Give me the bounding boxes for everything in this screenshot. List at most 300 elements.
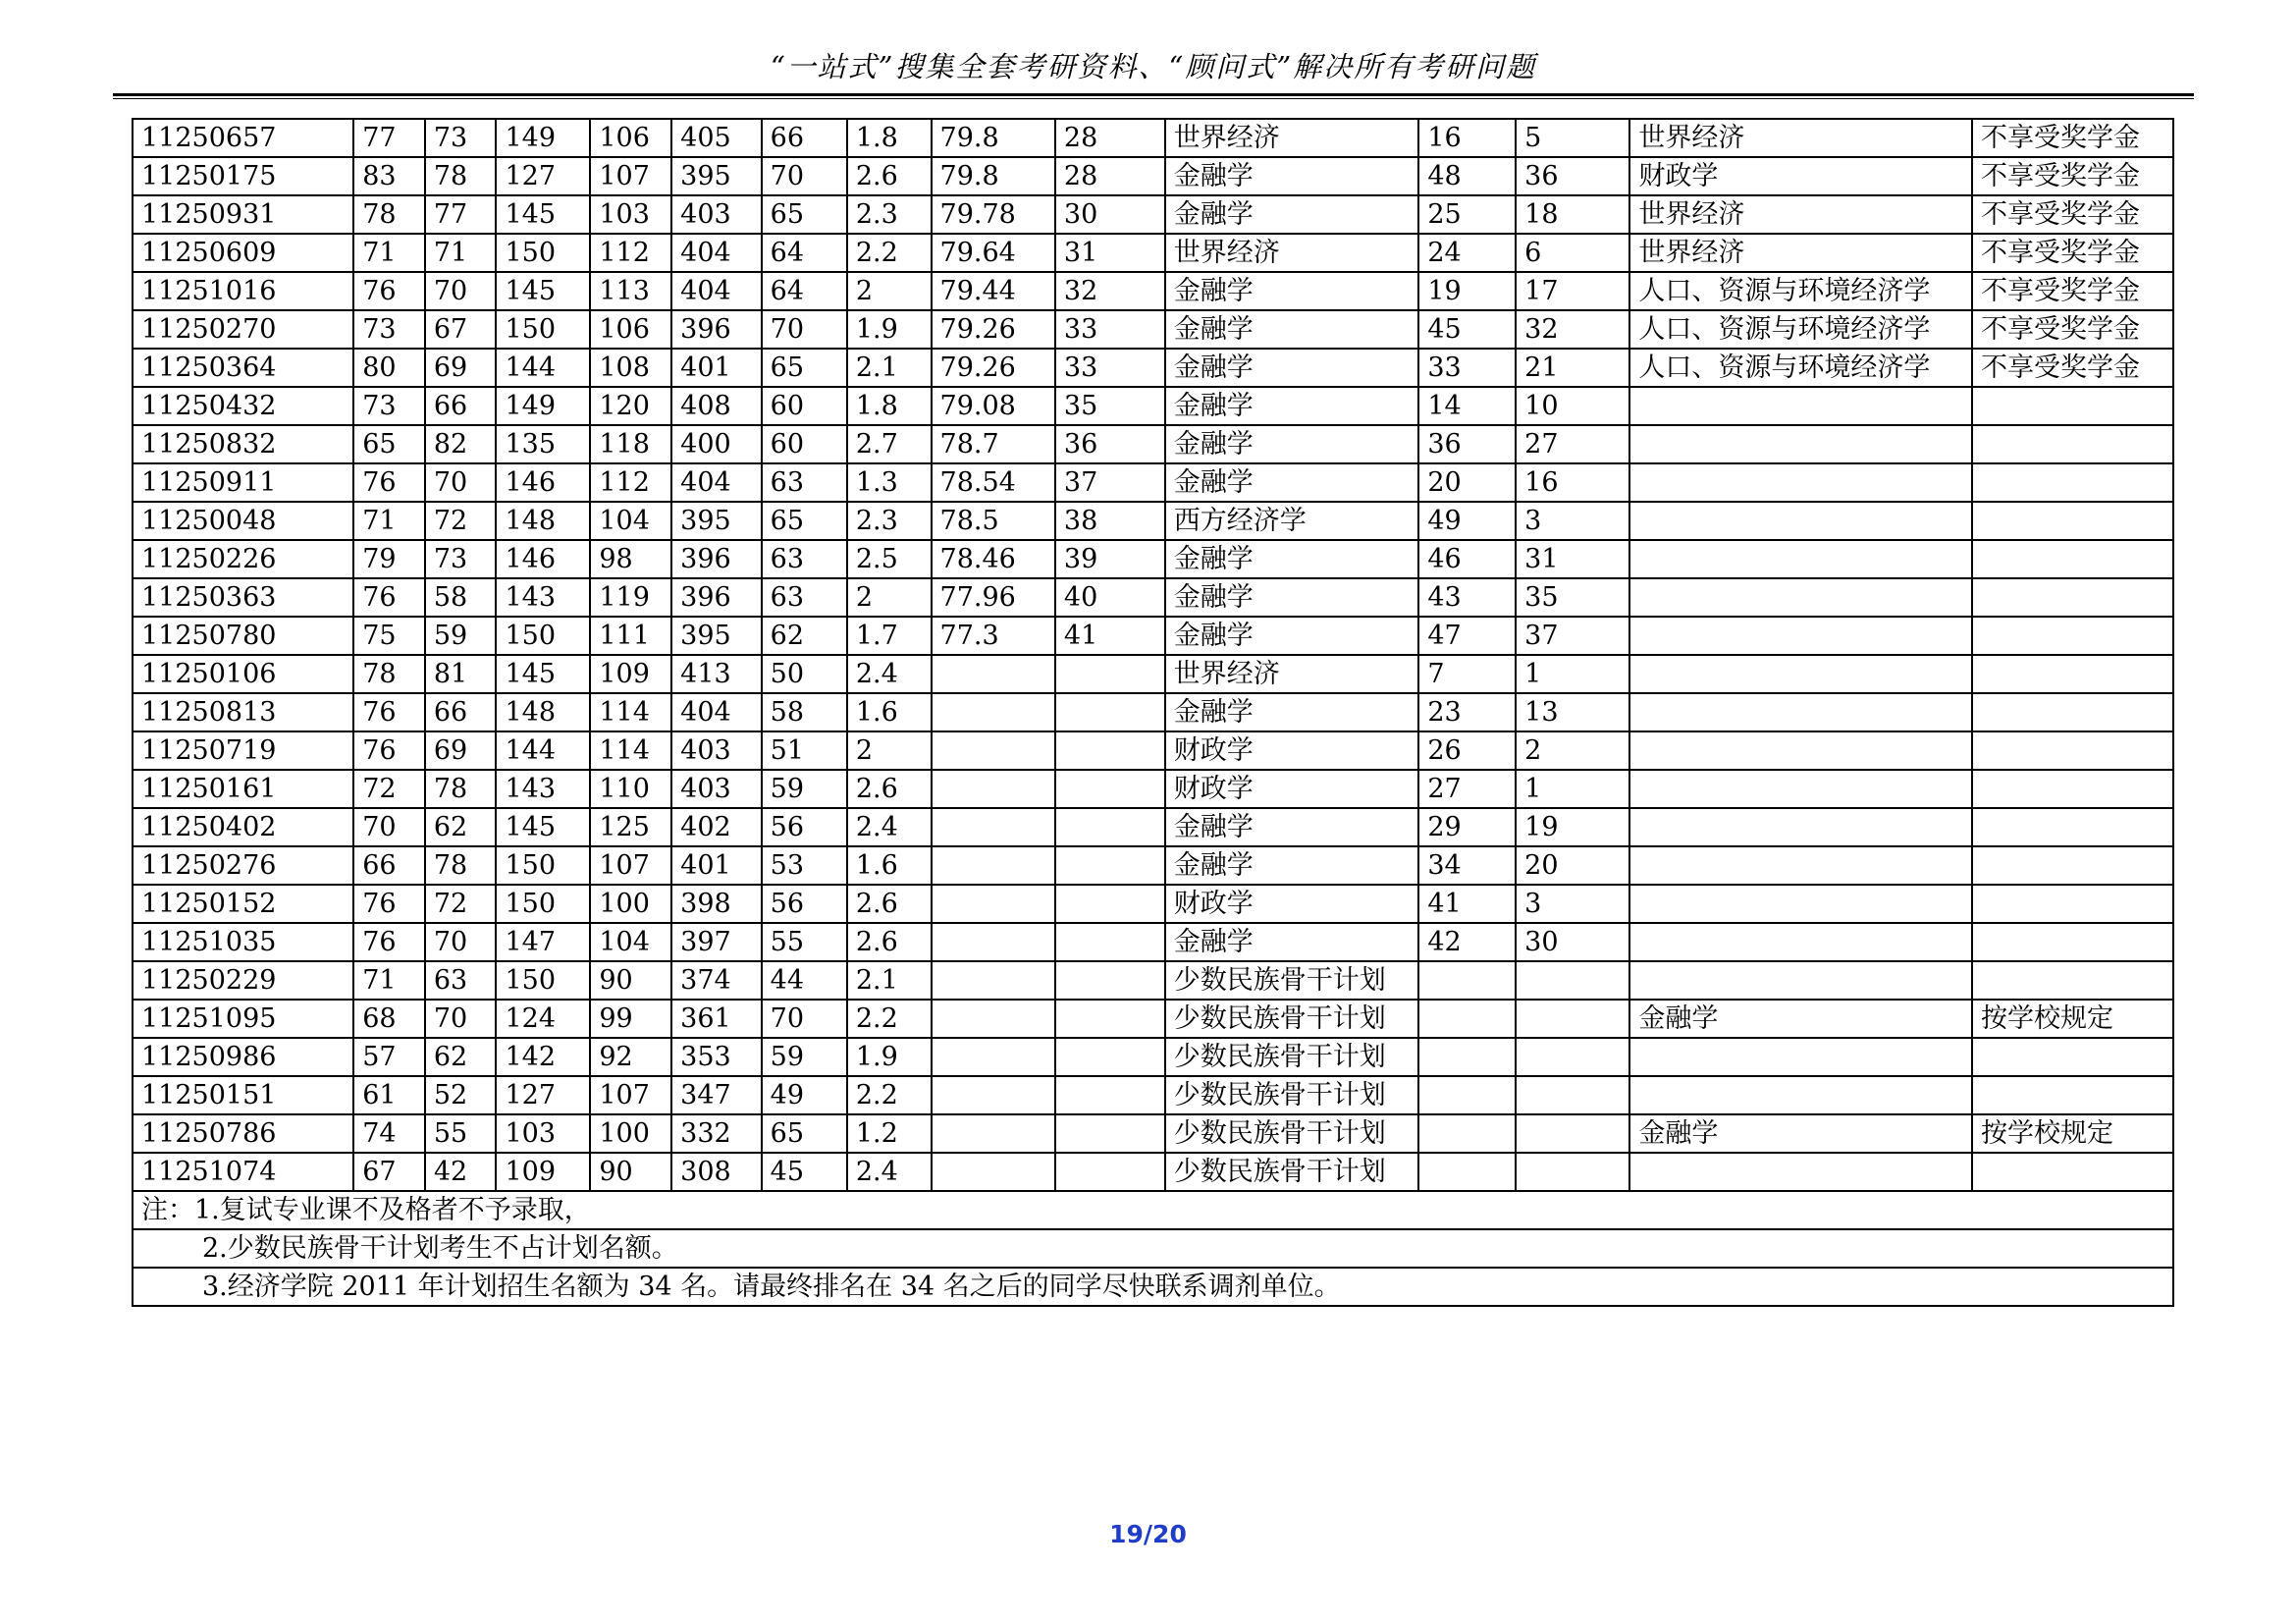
table-cell: 41 xyxy=(1055,617,1165,655)
table-cell xyxy=(1972,885,2173,923)
table-row xyxy=(133,617,2173,655)
table-cell xyxy=(1418,1076,1516,1114)
table-cell: 109 xyxy=(590,655,671,693)
table-cell: 2.4 xyxy=(847,808,932,846)
table-row xyxy=(133,1038,2173,1076)
table-cell: 150 xyxy=(496,846,590,885)
header-rule-thin xyxy=(113,98,2194,99)
table-cell xyxy=(932,655,1055,693)
table-cell xyxy=(1629,808,1972,846)
table-cell: 107 xyxy=(590,846,671,885)
table-cell: 48 xyxy=(1418,157,1516,195)
table-cell: 58 xyxy=(762,693,847,731)
table-cell: 70 xyxy=(762,310,847,349)
table-cell: 78 xyxy=(425,846,497,885)
table-cell: 79.26 xyxy=(932,310,1055,349)
table-cell xyxy=(1516,1076,1629,1114)
table-cell: 金融学 xyxy=(1629,1114,1972,1153)
table-cell: 77 xyxy=(425,195,497,234)
table-cell xyxy=(1055,885,1165,923)
table-cell: 396 xyxy=(671,310,762,349)
table-cell xyxy=(1629,463,1972,502)
table-cell: 403 xyxy=(671,731,762,770)
table-cell: 81 xyxy=(425,655,497,693)
table-cell xyxy=(1055,655,1165,693)
table-cell xyxy=(932,1114,1055,1153)
table-cell: 79.26 xyxy=(932,349,1055,387)
table-cell: 1.9 xyxy=(847,1038,932,1076)
table-cell: 1 xyxy=(1516,770,1629,808)
table-cell xyxy=(932,961,1055,1000)
table-cell: 76 xyxy=(353,693,425,731)
table-cell: 114 xyxy=(590,731,671,770)
table-cell xyxy=(1629,1153,1972,1191)
table-cell: 财政学 xyxy=(1165,731,1419,770)
table-cell: 49 xyxy=(762,1076,847,1114)
table-cell xyxy=(1629,1038,1972,1076)
table-cell xyxy=(1972,1153,2173,1191)
table-cell: 2.4 xyxy=(847,655,932,693)
table-cell: 109 xyxy=(496,1153,590,1191)
table-cell: 11251035 xyxy=(133,923,353,961)
table-cell: 145 xyxy=(496,272,590,310)
table-cell: 100 xyxy=(590,885,671,923)
table-cell: 79.44 xyxy=(932,272,1055,310)
table-cell: 23 xyxy=(1418,693,1516,731)
table-cell: 2.6 xyxy=(847,885,932,923)
table-cell xyxy=(1972,655,2173,693)
table-cell: 26 xyxy=(1418,731,1516,770)
table-cell: 35 xyxy=(1055,387,1165,425)
table-cell: 2.6 xyxy=(847,770,932,808)
table-cell: 35 xyxy=(1516,578,1629,617)
table-cell: 361 xyxy=(671,1000,762,1038)
table-cell xyxy=(1629,693,1972,731)
table-cell: 少数民族骨干计划 xyxy=(1165,961,1419,1000)
table-cell: 142 xyxy=(496,1038,590,1076)
table-cell xyxy=(1516,1000,1629,1038)
table-cell xyxy=(1629,1076,1972,1114)
table-cell: 11250931 xyxy=(133,195,353,234)
table-cell xyxy=(1055,923,1165,961)
table-cell xyxy=(1629,846,1972,885)
table-cell: 人口、资源与环境经济学 xyxy=(1629,349,1972,387)
table-cell: 2 xyxy=(1516,731,1629,770)
table-cell: 401 xyxy=(671,846,762,885)
table-cell: 金融学 xyxy=(1165,463,1419,502)
table-cell: 31 xyxy=(1055,234,1165,272)
table-cell: 1.2 xyxy=(847,1114,932,1153)
table-cell: 70 xyxy=(425,1000,497,1038)
table-cell: 金融学 xyxy=(1165,846,1419,885)
table-cell: 146 xyxy=(496,463,590,502)
table-cell: 403 xyxy=(671,195,762,234)
table-cell: 144 xyxy=(496,349,590,387)
table-cell: 78.5 xyxy=(932,502,1055,540)
table-cell: 2 xyxy=(847,578,932,617)
table-cell: 397 xyxy=(671,923,762,961)
table-cell xyxy=(932,770,1055,808)
table-cell xyxy=(1055,1114,1165,1153)
table-cell xyxy=(1055,1076,1165,1114)
table-cell xyxy=(1972,1076,2173,1114)
table-cell: 60 xyxy=(762,387,847,425)
table-cell: 42 xyxy=(1418,923,1516,961)
table-cell: 11250270 xyxy=(133,310,353,349)
table-cell: 308 xyxy=(671,1153,762,1191)
table-cell: 75 xyxy=(353,617,425,655)
table-cell: 70 xyxy=(762,157,847,195)
table-cell: 40 xyxy=(1055,578,1165,617)
table-cell: 11251016 xyxy=(133,272,353,310)
table-cell: 59 xyxy=(762,770,847,808)
table-cell: 145 xyxy=(496,808,590,846)
table-cell: 59 xyxy=(762,1038,847,1076)
table-cell: 332 xyxy=(671,1114,762,1153)
table-cell xyxy=(1629,425,1972,463)
table-cell xyxy=(1516,1114,1629,1153)
table-cell: 74 xyxy=(353,1114,425,1153)
table-cell: 39 xyxy=(1055,540,1165,578)
table-cell: 78 xyxy=(353,655,425,693)
table-cell: 62 xyxy=(425,808,497,846)
table-cell: 413 xyxy=(671,655,762,693)
table-cell: 80 xyxy=(353,349,425,387)
table-cell: 11250780 xyxy=(133,617,353,655)
table-cell: 11250151 xyxy=(133,1076,353,1114)
table-cell xyxy=(1055,961,1165,1000)
table-cell: 404 xyxy=(671,234,762,272)
table-cell: 107 xyxy=(590,157,671,195)
table-cell: 金融学 xyxy=(1165,617,1419,655)
table-cell xyxy=(1055,1038,1165,1076)
table-cell: 西方经济学 xyxy=(1165,502,1419,540)
table-cell xyxy=(1972,463,2173,502)
table-cell: 112 xyxy=(590,463,671,502)
table-cell: 2.2 xyxy=(847,1076,932,1114)
table-cell: 28 xyxy=(1055,157,1165,195)
table-cell: 71 xyxy=(353,502,425,540)
table-cell: 世界经济 xyxy=(1629,119,1972,157)
table-cell: 59 xyxy=(425,617,497,655)
table-cell: 11250229 xyxy=(133,961,353,1000)
table-cell xyxy=(1516,1153,1629,1191)
table-cell: 148 xyxy=(496,693,590,731)
table-cell: 11250402 xyxy=(133,808,353,846)
table-cell xyxy=(1972,540,2173,578)
table-row xyxy=(133,808,2173,846)
table-cell: 37 xyxy=(1055,463,1165,502)
table-row xyxy=(133,157,2173,195)
note-row xyxy=(133,1229,2173,1268)
table-cell xyxy=(1629,770,1972,808)
table-cell: 11250106 xyxy=(133,655,353,693)
table-row xyxy=(133,119,2173,157)
table-cell: 32 xyxy=(1516,310,1629,349)
table-cell: 82 xyxy=(425,425,497,463)
table-cell: 少数民族骨干计划 xyxy=(1165,1114,1419,1153)
table-cell: 404 xyxy=(671,272,762,310)
table-cell: 70 xyxy=(425,463,497,502)
table-cell xyxy=(1972,1038,2173,1076)
table-cell: 21 xyxy=(1516,349,1629,387)
table-cell: 16 xyxy=(1418,119,1516,157)
table-cell: 41 xyxy=(1418,885,1516,923)
table-cell: 149 xyxy=(496,387,590,425)
table-cell xyxy=(1972,578,2173,617)
table-cell xyxy=(1629,655,1972,693)
table-cell: 18 xyxy=(1516,195,1629,234)
table-cell: 79.8 xyxy=(932,119,1055,157)
table-cell: 374 xyxy=(671,961,762,1000)
table-cell xyxy=(1972,387,2173,425)
table-cell: 405 xyxy=(671,119,762,157)
table-cell: 150 xyxy=(496,885,590,923)
note-text: 3.经济学院 2011 年计划招生名额为 34 名。请最终排名在 34 名之后的同学尽快联系调剂单位。 xyxy=(133,1268,2173,1306)
table-cell: 36 xyxy=(1516,157,1629,195)
table-cell xyxy=(1055,693,1165,731)
table-cell: 53 xyxy=(762,846,847,885)
table-cell: 73 xyxy=(425,540,497,578)
table-row xyxy=(133,693,2173,731)
table-cell: 114 xyxy=(590,693,671,731)
table-cell: 63 xyxy=(425,961,497,1000)
table-cell: 65 xyxy=(762,1114,847,1153)
table-cell: 396 xyxy=(671,578,762,617)
table-cell xyxy=(932,885,1055,923)
table-row xyxy=(133,1076,2173,1114)
table-cell: 31 xyxy=(1516,540,1629,578)
table-row xyxy=(133,961,2173,1000)
table-cell: 395 xyxy=(671,157,762,195)
table-cell: 66 xyxy=(425,387,497,425)
table-cell: 49 xyxy=(1418,502,1516,540)
table-cell: 148 xyxy=(496,502,590,540)
table-cell: 104 xyxy=(590,502,671,540)
table-cell xyxy=(1418,1114,1516,1153)
table-cell: 61 xyxy=(353,1076,425,1114)
table-cell xyxy=(1972,693,2173,731)
table-cell: 62 xyxy=(762,617,847,655)
table-cell: 30 xyxy=(1516,923,1629,961)
table-cell: 103 xyxy=(590,195,671,234)
table-cell xyxy=(1418,1038,1516,1076)
table-cell: 2.3 xyxy=(847,502,932,540)
table-cell: 124 xyxy=(496,1000,590,1038)
table-cell: 401 xyxy=(671,349,762,387)
table-cell xyxy=(1629,540,1972,578)
table-cell: 76 xyxy=(353,885,425,923)
table-cell: 不享受奖学金 xyxy=(1972,119,2173,157)
table-cell: 20 xyxy=(1516,846,1629,885)
table-cell: 2.6 xyxy=(847,923,932,961)
table-cell: 78.46 xyxy=(932,540,1055,578)
table-cell xyxy=(932,808,1055,846)
table-cell: 金融学 xyxy=(1165,195,1419,234)
table-cell: 11250719 xyxy=(133,731,353,770)
table-cell: 不享受奖学金 xyxy=(1972,349,2173,387)
table-cell: 27 xyxy=(1516,425,1629,463)
table-cell: 11250175 xyxy=(133,157,353,195)
note-row xyxy=(133,1268,2173,1306)
table-cell: 106 xyxy=(590,310,671,349)
table-cell: 13 xyxy=(1516,693,1629,731)
table-cell: 113 xyxy=(590,272,671,310)
table-cell xyxy=(1418,1000,1516,1038)
note-text: 2.少数民族骨干计划考生不占计划名额。 xyxy=(133,1229,2173,1268)
table-cell: 1.8 xyxy=(847,387,932,425)
table-cell: 71 xyxy=(425,234,497,272)
table-row xyxy=(133,846,2173,885)
table-cell: 32 xyxy=(1055,272,1165,310)
table-cell: 3 xyxy=(1516,502,1629,540)
table-cell: 不享受奖学金 xyxy=(1972,310,2173,349)
table-cell: 402 xyxy=(671,808,762,846)
table-cell: 2.1 xyxy=(847,349,932,387)
table-cell xyxy=(1972,846,2173,885)
table-cell: 11251095 xyxy=(133,1000,353,1038)
table-cell: 28 xyxy=(1055,119,1165,157)
table-cell: 150 xyxy=(496,617,590,655)
table-cell xyxy=(1972,502,2173,540)
table-cell: 11250786 xyxy=(133,1114,353,1153)
table-cell: 38 xyxy=(1055,502,1165,540)
table-cell: 45 xyxy=(762,1153,847,1191)
table-cell: 78 xyxy=(425,770,497,808)
table-cell: 财政学 xyxy=(1165,770,1419,808)
table-row xyxy=(133,1000,2173,1038)
table-cell: 6 xyxy=(1516,234,1629,272)
table-cell: 世界经济 xyxy=(1629,234,1972,272)
table-cell: 68 xyxy=(353,1000,425,1038)
table-row xyxy=(133,387,2173,425)
table-cell: 10 xyxy=(1516,387,1629,425)
table-cell: 408 xyxy=(671,387,762,425)
table-cell: 金融学 xyxy=(1629,1000,1972,1038)
table-row xyxy=(133,1114,2173,1153)
table-cell: 人口、资源与环境经济学 xyxy=(1629,310,1972,349)
table-cell: 76 xyxy=(353,463,425,502)
table-cell xyxy=(1972,770,2173,808)
table-cell xyxy=(932,1000,1055,1038)
table-cell: 66 xyxy=(762,119,847,157)
table-cell xyxy=(1972,617,2173,655)
table-cell: 金融学 xyxy=(1165,693,1419,731)
table-cell: 66 xyxy=(425,693,497,731)
table-row xyxy=(133,463,2173,502)
table-cell: 1.6 xyxy=(847,846,932,885)
table-cell: 43 xyxy=(1418,578,1516,617)
table-cell: 100 xyxy=(590,1114,671,1153)
table-cell: 127 xyxy=(496,1076,590,1114)
table-cell: 金融学 xyxy=(1165,157,1419,195)
table-cell: 77.3 xyxy=(932,617,1055,655)
table-cell xyxy=(1972,808,2173,846)
table-cell: 不享受奖学金 xyxy=(1972,157,2173,195)
table-cell: 143 xyxy=(496,770,590,808)
table-cell: 11250276 xyxy=(133,846,353,885)
table-cell xyxy=(932,1076,1055,1114)
table-cell xyxy=(932,693,1055,731)
table-cell: 17 xyxy=(1516,272,1629,310)
table-cell: 73 xyxy=(353,387,425,425)
table-cell: 2.4 xyxy=(847,1153,932,1191)
table-cell: 金融学 xyxy=(1165,310,1419,349)
table-cell: 125 xyxy=(590,808,671,846)
table-cell: 11250657 xyxy=(133,119,353,157)
table-cell: 财政学 xyxy=(1165,885,1419,923)
table-cell: 金融学 xyxy=(1165,425,1419,463)
table-cell: 2.2 xyxy=(847,234,932,272)
table-cell: 76 xyxy=(353,731,425,770)
table-cell: 11251074 xyxy=(133,1153,353,1191)
table-cell: 按学校规定 xyxy=(1972,1114,2173,1153)
table-cell: 11250152 xyxy=(133,885,353,923)
table-cell: 67 xyxy=(425,310,497,349)
table-cell xyxy=(1055,1000,1165,1038)
table-cell: 金融学 xyxy=(1165,387,1419,425)
table-cell xyxy=(1055,770,1165,808)
table-cell: 119 xyxy=(590,578,671,617)
table-cell: 77.96 xyxy=(932,578,1055,617)
table-cell: 107 xyxy=(590,1076,671,1114)
table-cell: 104 xyxy=(590,923,671,961)
table-cell: 45 xyxy=(1418,310,1516,349)
table-cell xyxy=(932,846,1055,885)
table-cell: 2 xyxy=(847,731,932,770)
table-cell: 92 xyxy=(590,1038,671,1076)
table-cell: 11250813 xyxy=(133,693,353,731)
table-cell: 99 xyxy=(590,1000,671,1038)
table-cell: 19 xyxy=(1516,808,1629,846)
table-cell: 1 xyxy=(1516,655,1629,693)
table-cell: 76 xyxy=(353,923,425,961)
table-cell: 56 xyxy=(762,885,847,923)
table-cell: 347 xyxy=(671,1076,762,1114)
table-row xyxy=(133,425,2173,463)
table-cell xyxy=(1972,961,2173,1000)
table-cell: 64 xyxy=(762,234,847,272)
table-cell xyxy=(1629,961,1972,1000)
table-cell: 少数民族骨干计划 xyxy=(1165,1076,1419,1114)
table-cell: 103 xyxy=(496,1114,590,1153)
table-cell: 47 xyxy=(1418,617,1516,655)
table-cell: 11250609 xyxy=(133,234,353,272)
table-cell xyxy=(1629,578,1972,617)
table-cell: 少数民族骨干计划 xyxy=(1165,1038,1419,1076)
table-cell: 79.08 xyxy=(932,387,1055,425)
table-cell xyxy=(932,1153,1055,1191)
table-cell: 111 xyxy=(590,617,671,655)
table-cell: 27 xyxy=(1418,770,1516,808)
table-cell: 20 xyxy=(1418,463,1516,502)
table-cell: 71 xyxy=(353,234,425,272)
table-cell: 1.8 xyxy=(847,119,932,157)
note-row xyxy=(133,1191,2173,1229)
table-cell: 人口、资源与环境经济学 xyxy=(1629,272,1972,310)
table-cell: 127 xyxy=(496,157,590,195)
table-cell: 36 xyxy=(1418,425,1516,463)
table-cell: 106 xyxy=(590,119,671,157)
table-row xyxy=(133,1153,2173,1191)
table-cell: 金融学 xyxy=(1165,540,1419,578)
table-cell: 不享受奖学金 xyxy=(1972,272,2173,310)
table-cell: 63 xyxy=(762,540,847,578)
table-cell: 金融学 xyxy=(1165,578,1419,617)
table-row xyxy=(133,923,2173,961)
table-cell xyxy=(1055,731,1165,770)
table-cell xyxy=(1418,1153,1516,1191)
